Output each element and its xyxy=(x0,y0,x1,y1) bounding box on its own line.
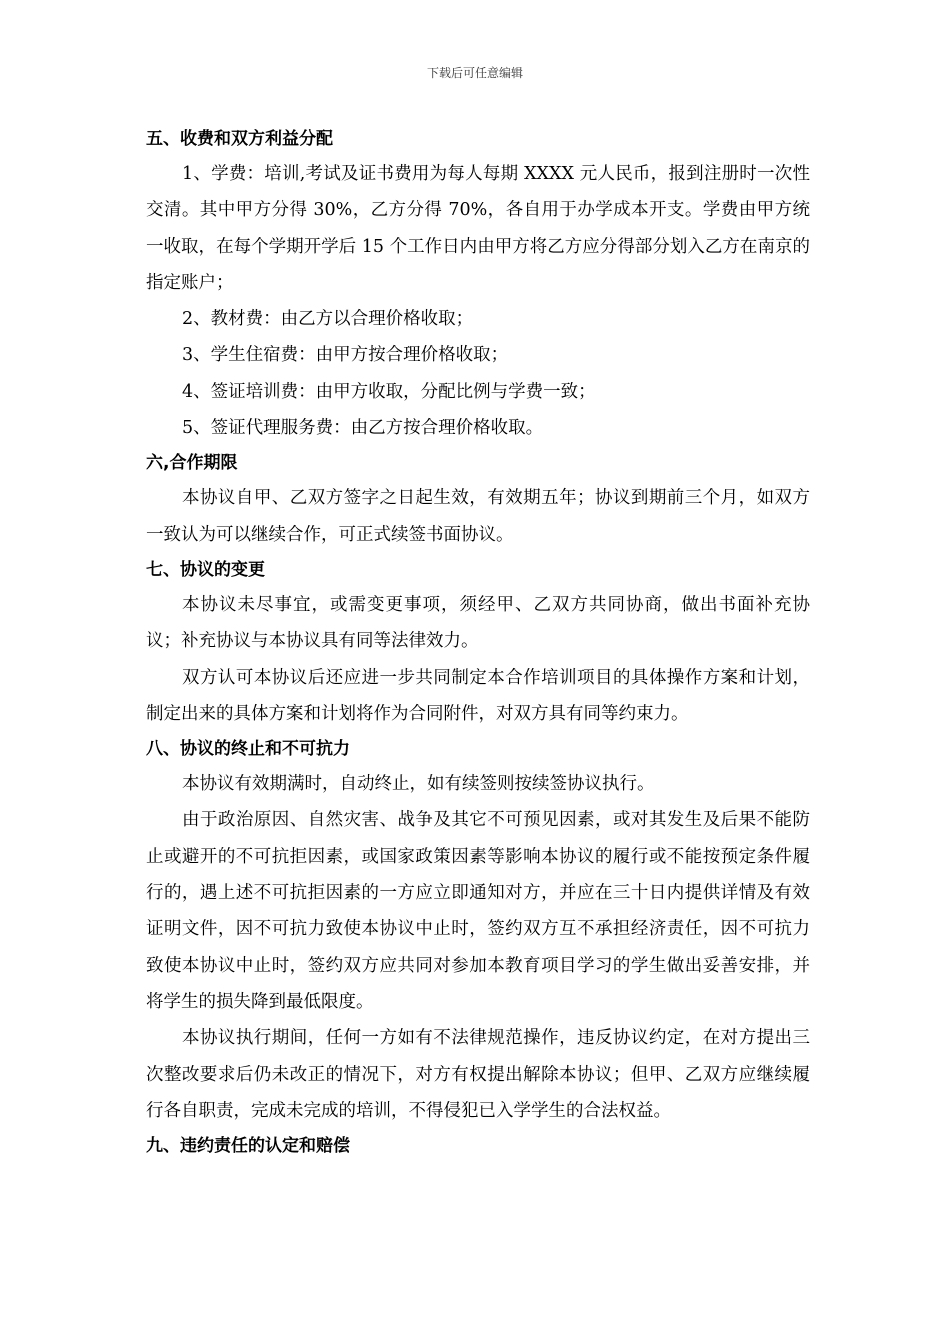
section-breach-liability xyxy=(146,1129,810,1163)
section-heading: 九、违约责任的认定和赔偿 xyxy=(146,1136,350,1157)
paragraph-visa-training-fee: 4、签证培训费：由甲方收取，分配比例与学费一致； xyxy=(182,381,596,402)
section-heading: 五、收费和双方利益分配 xyxy=(146,129,333,149)
section-heading: 七、协议的变更 xyxy=(146,559,265,580)
section-heading: 六,合作期限 xyxy=(146,453,238,474)
section-heading: 八、协议的终止和不可抗力 xyxy=(146,739,350,760)
section-cooperation-term xyxy=(146,446,810,553)
document-body xyxy=(146,122,810,1163)
paragraph-force-majeure: 由于政治原因、自然灾害、战争及其它不可预见因素，或对其发生及后果不能防止或避开的不可抗拒因素，或国家政策因素等影响本协议的履行或不能按预定条件履行的，遇上述不可抗拒因素的一方应立即通知对方，并应在三十日内提供详情及有效证明文件，因不可抗力致使本协议中止时，签约双方互不承担经济责任，因不可抗力致使本协议中止时，签约双方应共同对参加本教育项目学习的学生做出妥善安排，并将学生的损失降到最低限度。 xyxy=(146,810,810,1012)
section-termination-force-majeure xyxy=(146,732,810,1129)
paragraph-accommodation-fee: 3、学生住宿费：由甲方按合理价格收取； xyxy=(182,345,509,366)
paragraph-supplementary-agreement: 本协议未尽事宜，或需变更事项，须经甲、乙双方共同协商，做出书面补充协议；补充协议与本协议具有同等法律效力。 xyxy=(146,594,810,652)
paragraph-tuition: 1、学费：培训,考试及证书费用为每人每期 XXXX 元人民币，报到注册时一次性交清。其中甲方分得 30%，乙方分得 70%，各自用于办学成本开支。学费由甲方统一收取，在每个学期开学后 15 个工作日内由甲方将乙方应分得部分划入乙方在南京的指定账户； xyxy=(146,164,810,293)
section-agreement-changes xyxy=(146,553,810,732)
paragraph-operation-plan: 双方认可本协议后还应进一步共同制定本合作培训项目的具体操作方案和计划，制定出来的具体方案和计划将作为合同附件，对双方具有同等约束力。 xyxy=(146,667,810,724)
page-header-note: 下载后可任意编辑 xyxy=(426,66,523,80)
paragraph-term: 本协议自甲、乙双方签字之日起生效，有效期五年；协议到期前三个月，如双方一致认为可以继续合作，可正式续签书面协议。 xyxy=(146,488,810,545)
section-fee-distribution xyxy=(146,122,810,446)
paragraph-textbook-fee: 2、教材费：由乙方以合理价格收取； xyxy=(182,309,474,330)
paragraph-expiry: 本协议有效期满时，自动终止，如有续签则按续签协议执行。 xyxy=(182,774,655,795)
paragraph-breach-rectification: 本协议执行期间，任何一方如有不法律规范操作，违反协议约定，在对方提出三次整改要求后仍未改正的情况下，对方有权提出解除本协议；但甲、乙双方应继续履行各自职责，完成未完成的培训，不得侵犯已入学学生的合法权益。 xyxy=(146,1028,810,1121)
paragraph-visa-agency-fee: 5、签证代理服务费：由乙方按合理价格收取。 xyxy=(182,418,544,439)
